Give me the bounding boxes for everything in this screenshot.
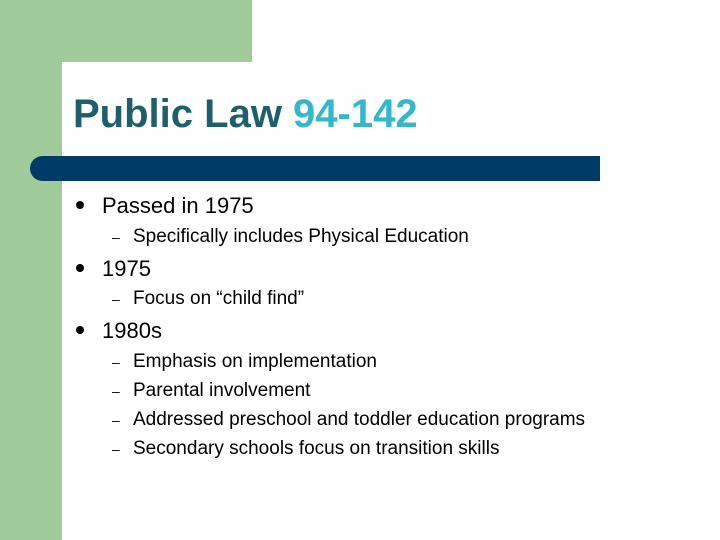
bullet-dot-icon [76,326,84,334]
sub-bullet-text: Addressed preschool and toddler education programs [133,409,586,430]
dash-icon: – [112,383,120,399]
sub-bullet-text: Emphasis on implementation [133,351,377,372]
dash-icon: – [112,441,120,457]
bullet-text: 1980s [102,318,162,343]
sub-bullet-item [112,288,305,310]
bullet-text: 1975 [102,256,151,281]
bullet-item [102,193,254,219]
slide-title-accent: 94-142 [293,92,418,136]
sub-bullet-item [112,409,586,431]
bullet-dot-icon [76,264,84,272]
dash-icon: – [112,291,120,307]
bullet-dot-icon [76,201,84,209]
dash-icon: – [112,229,120,245]
slide-title-main: Public Law [73,92,294,136]
green-side-band [0,0,62,540]
sub-bullet-text: Specifically includes Physical Education [133,226,469,247]
sub-bullet-item [112,226,469,248]
sub-bullet-text: Parental involvement [133,380,311,401]
bullet-item [102,256,151,282]
slide-title [73,92,418,137]
sub-bullet-item [112,351,377,373]
dash-icon: – [112,412,120,428]
title-underline-bar [30,156,600,181]
sub-bullet-item [112,380,311,402]
sub-bullet-text: Secondary schools focus on transition skills [133,438,500,459]
bullet-item [102,318,162,344]
sub-bullet-item [112,438,500,460]
bullet-text: Passed in 1975 [102,193,254,218]
sub-bullet-text: Focus on “child find” [133,288,305,309]
dash-icon: – [112,354,120,370]
